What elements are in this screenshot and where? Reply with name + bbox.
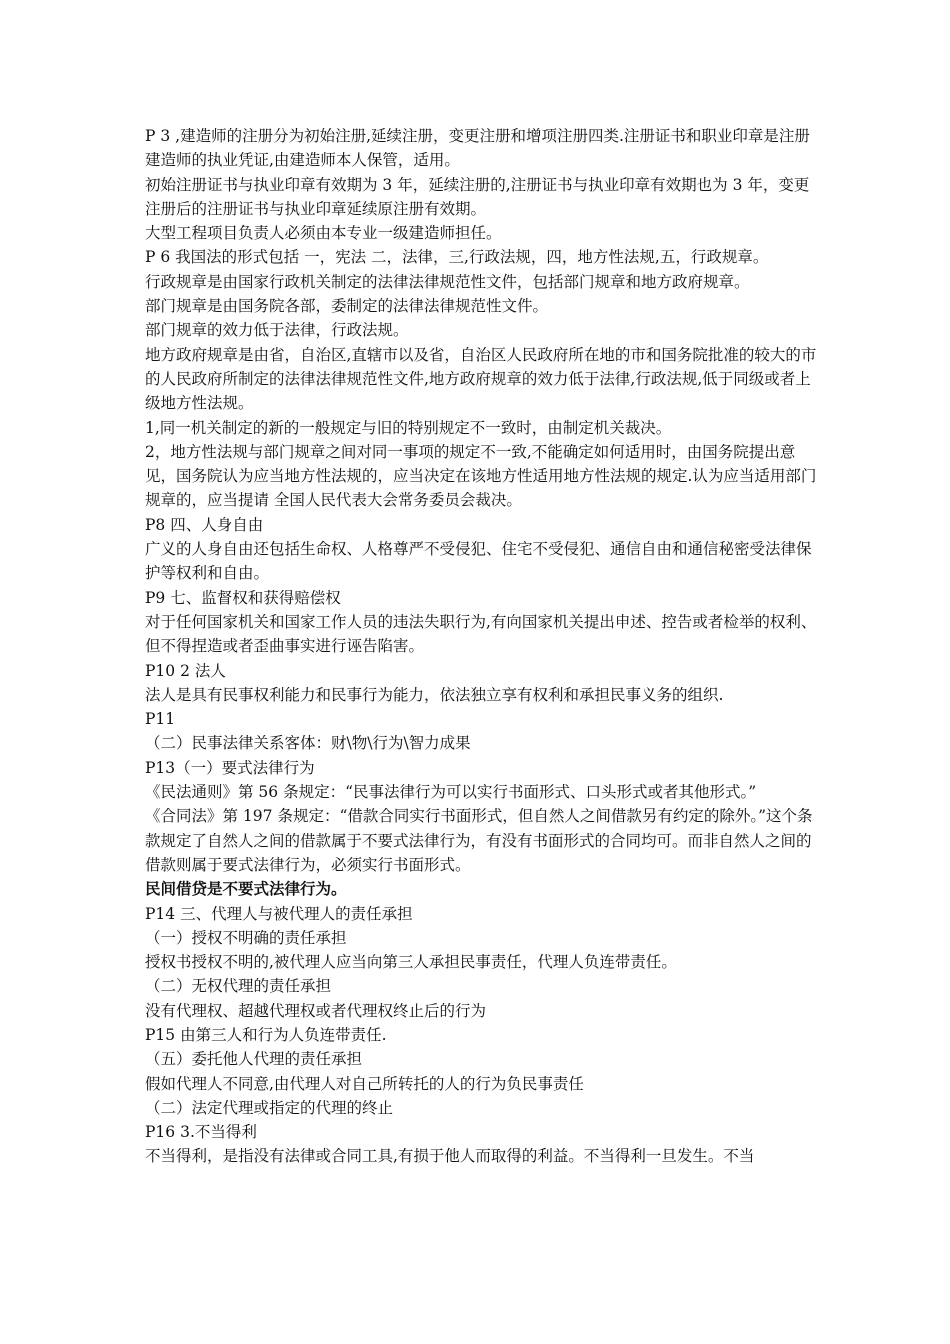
paragraph: P10 2 法人 [145,661,226,680]
paragraph: 不当得利，是指没有法律或合同工具,有损于他人而取得的利益。不当得利一旦发生。不当 [145,1147,755,1166]
paragraph: 部门规章的效力低于法律，行政法规。 [145,321,409,340]
document-body [145,124,817,1169]
paragraph: 授权书授权不明的,被代理人应当向第三人承担民事责任，代理人负连带责任。 [145,953,677,972]
paragraph: 广义的人身自由还包括生命权、人格尊严不受侵犯、住宅不受侵犯、通信自由和通信秘密受法律保护等权利和自由。 [145,540,812,583]
paragraph: P15 由第三人和行为人负连带责任. [145,1025,387,1044]
bold-paragraph: 民间借贷是不要式法律行为。 [145,880,347,899]
paragraph: P11 [145,710,176,729]
paragraph: （五）委托他人代理的责任承担 [145,1050,363,1069]
paragraph: 地方政府规章是由省，自治区,直辖市以及省，自治区人民政府所在地的市和国务院批准的较大的市的人民政府所制定的法律法律规范性文件,地方政府规章的效力低于法律,行政法规,低于同级或者上级地方性法规。 [145,345,817,413]
paragraph: 《民法通则》第 56 条规定：“民事法律行为可以实行书面形式、口头形式或者其他形式。” [145,783,757,802]
paragraph: （二）民事法律关系客体：财\物\行为\智力成果 [145,734,471,753]
paragraph: 法人是具有民事权利能力和民事行为能力，依法独立享有权利和承担民事义务的组织. [145,685,724,704]
paragraph: 对于任何国家机关和国家工作人员的违法失职行为,有向国家机关提出申述、控告或者检举的权利、但不得捏造或者歪曲事实进行诬告陷害。 [145,612,817,656]
paragraph: 假如代理人不同意,由代理人对自己所转托的人的行为负民事责任 [145,1074,584,1093]
paragraph: 2，地方性法规与部门规章之间对同一事项的规定不一致,不能确定如何适用时，由国务院提出意见，国务院认为应当地方性法规的，应当决定在该地方性适用地方性法规的规定.认为应当适用部门规章的，应当提请 全国人民代表大会常务委员会裁决。 [145,442,817,510]
paragraph: P 3 ,建造师的注册分为初始注册,延续注册，变更注册和增项注册四类.注册证书和职业印章是注册建造师的执业凭证,由建造师本人保管，适用。 [145,127,810,170]
paragraph: 没有代理权、超越代理权或者代理权终止后的行为 [145,1001,487,1020]
paragraph: 大型工程项目负责人必须由本专业一级建造师担任。 [145,224,502,243]
paragraph: P8 四、人身自由 [145,515,264,534]
paragraph: （二）法定代理或指定的代理的终止 [145,1098,394,1117]
paragraph: P14 三、代理人与被代理人的责任承担 [145,904,413,923]
paragraph: 部门规章是由国务院各部，委制定的法律法律规范性文件。 [145,297,549,316]
paragraph: P9 七、监督权和获得赔偿权 [145,588,341,607]
paragraph: 行政规章是由国家行政机关制定的法律法律规范性文件，包括部门规章和地方政府规章。 [145,272,750,291]
paragraph: P16 3.不当得利 [145,1123,257,1142]
paragraph: （一）授权不明确的责任承担 [145,928,347,947]
paragraph: P 6 我国法的形式包括 一，宪法 二，法律，三,行政法规，四，地方性法规,五，行政规章。 [145,248,769,267]
paragraph: P13（一）要式法律行为 [145,758,315,777]
paragraph: 《合同法》第 197 条规定：“借款合同实行书面形式，但自然人之间借款另有约定的除外。”这个条款规定了自然人之间的借款属于不要式法律行为，有没有书面形式的合同均可。而非自然人之间的借款则属于要式法律行为，必须实行书面形式。 [145,807,813,874]
paragraph: （二）无权代理的责任承担 [145,977,332,996]
paragraph: 初始注册证书与执业印章有效期为 3 年，延续注册的,注册证书与执业印章有效期也为 3 年，变更注册后的注册证书与执业印章延续原注册有效期。 [145,175,810,218]
paragraph: 1,同一机关制定的新的一般规定与旧的特别规定不一致时，由制定机关裁决。 [145,418,672,437]
